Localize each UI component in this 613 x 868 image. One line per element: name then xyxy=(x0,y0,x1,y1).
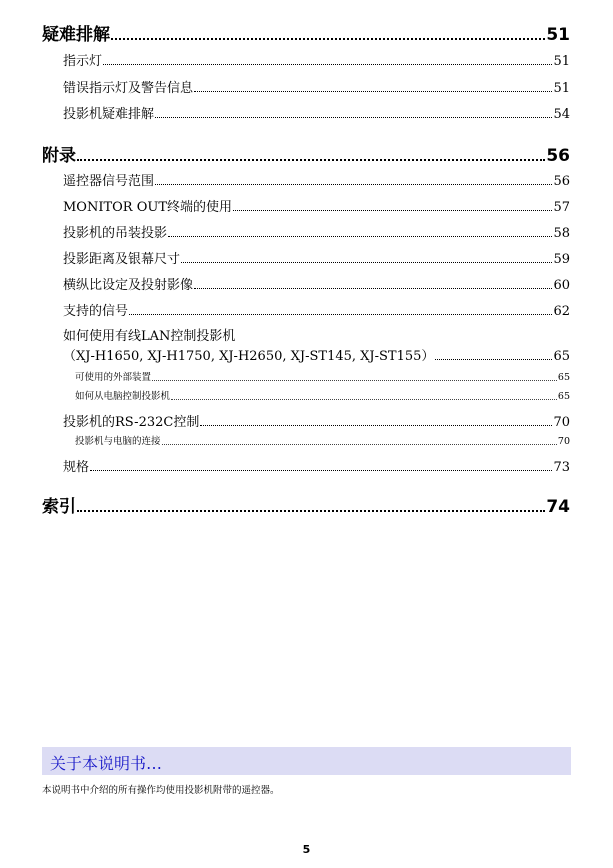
toc-page-number: 51 xyxy=(553,54,570,69)
toc-page-number: 56 xyxy=(546,146,570,166)
toc-page-number: 73 xyxy=(553,460,570,475)
toc-entry[interactable] xyxy=(63,103,570,122)
toc-page-number: 51 xyxy=(546,25,570,45)
toc-section-troubleshooting[interactable] xyxy=(42,20,570,45)
dot-leader xyxy=(111,38,545,40)
about-manual-banner xyxy=(42,747,571,775)
toc-page-number: 51 xyxy=(553,81,570,96)
dot-leader xyxy=(162,444,557,445)
dot-leader xyxy=(90,470,552,471)
toc-section-title: 索引 xyxy=(42,497,76,517)
toc-entry-title: 可使用的外部装置 xyxy=(75,372,152,383)
dot-leader xyxy=(168,236,552,237)
toc-entry-title: （XJ-H1650, XJ-H1750, XJ-H2650, XJ-ST145, XJ-ST155） xyxy=(63,349,435,364)
toc-page-number: 62 xyxy=(553,304,570,319)
toc-section-title: 疑难排解 xyxy=(42,25,110,45)
toc-entry-title: 规格 xyxy=(63,460,90,475)
toc-entry-title: 投影机的RS-232C控制 xyxy=(63,415,200,430)
dot-leader xyxy=(233,210,552,211)
toc-entry-title: 投影机疑难排解 xyxy=(63,107,155,122)
toc-page-number: 65 xyxy=(557,372,570,383)
dot-leader xyxy=(194,288,552,289)
toc-subentry[interactable] xyxy=(75,369,570,383)
toc-entry-title: 投影机与电脑的连接 xyxy=(75,436,161,447)
toc-entry[interactable] xyxy=(63,345,570,364)
toc-entry[interactable] xyxy=(63,248,570,267)
dot-leader xyxy=(129,314,552,315)
toc-entry[interactable] xyxy=(63,456,570,475)
dot-leader xyxy=(77,159,545,161)
toc-entry-title: 指示灯 xyxy=(63,54,103,69)
toc-entry-title: 投影机的吊装投影 xyxy=(63,226,168,241)
toc-page-number: 58 xyxy=(553,226,570,241)
toc-page-number: 74 xyxy=(546,497,570,517)
toc-page-number: 65 xyxy=(557,391,570,402)
toc-section-title: 附录 xyxy=(42,146,76,166)
toc-page-number: 57 xyxy=(553,200,570,215)
toc-page-number: 59 xyxy=(553,252,570,267)
toc-page-number: 65 xyxy=(553,349,570,364)
dot-leader xyxy=(435,359,552,360)
about-manual-title: 关于本说明书… xyxy=(50,754,163,773)
toc-entry[interactable] xyxy=(63,196,570,215)
toc-entry[interactable] xyxy=(63,274,570,293)
toc-section-index[interactable] xyxy=(42,492,570,517)
toc-entry[interactable] xyxy=(63,411,570,430)
dot-leader xyxy=(152,380,557,381)
toc-entry[interactable] xyxy=(63,222,570,241)
toc-page-number: 60 xyxy=(553,278,570,293)
dot-leader xyxy=(181,262,552,263)
toc-section-appendix[interactable] xyxy=(42,141,570,166)
toc-entry[interactable] xyxy=(63,77,570,96)
dot-leader xyxy=(194,91,552,92)
page-number: 5 xyxy=(302,843,311,856)
toc-page-number: 70 xyxy=(557,436,570,447)
toc-page-number: 54 xyxy=(553,107,570,122)
toc-entry-title: MONITOR OUT终端的使用 xyxy=(63,200,233,215)
dot-leader xyxy=(200,425,552,426)
toc-subentry[interactable] xyxy=(75,388,570,402)
toc-subentry[interactable] xyxy=(75,433,570,447)
toc-entry-title-line1[interactable]: 如何使用有线LAN控制投影机 xyxy=(63,329,236,344)
dot-leader xyxy=(103,64,552,65)
toc-entry[interactable] xyxy=(63,300,570,319)
dot-leader xyxy=(155,184,552,185)
dot-leader xyxy=(171,399,557,400)
toc-entry-title: 如何从电脑控制投影机 xyxy=(75,391,171,402)
toc-entry[interactable] xyxy=(63,170,570,189)
toc-entry-title: 错误指示灯及警告信息 xyxy=(63,81,194,96)
about-manual-text: 本说明书中介绍的所有操作均使用投影机附带的遥控器。 xyxy=(42,785,280,796)
toc-entry-title: 遥控器信号范围 xyxy=(63,174,155,189)
toc-entry-title: 支持的信号 xyxy=(63,304,129,319)
dot-leader xyxy=(155,117,552,118)
toc-page-number: 70 xyxy=(553,415,570,430)
toc-entry[interactable] xyxy=(63,50,570,69)
toc-page-number: 56 xyxy=(553,174,570,189)
dot-leader xyxy=(77,510,545,512)
toc-entry-title: 横纵比设定及投射影像 xyxy=(63,278,194,293)
toc-entry-title: 投影距离及银幕尺寸 xyxy=(63,252,181,267)
